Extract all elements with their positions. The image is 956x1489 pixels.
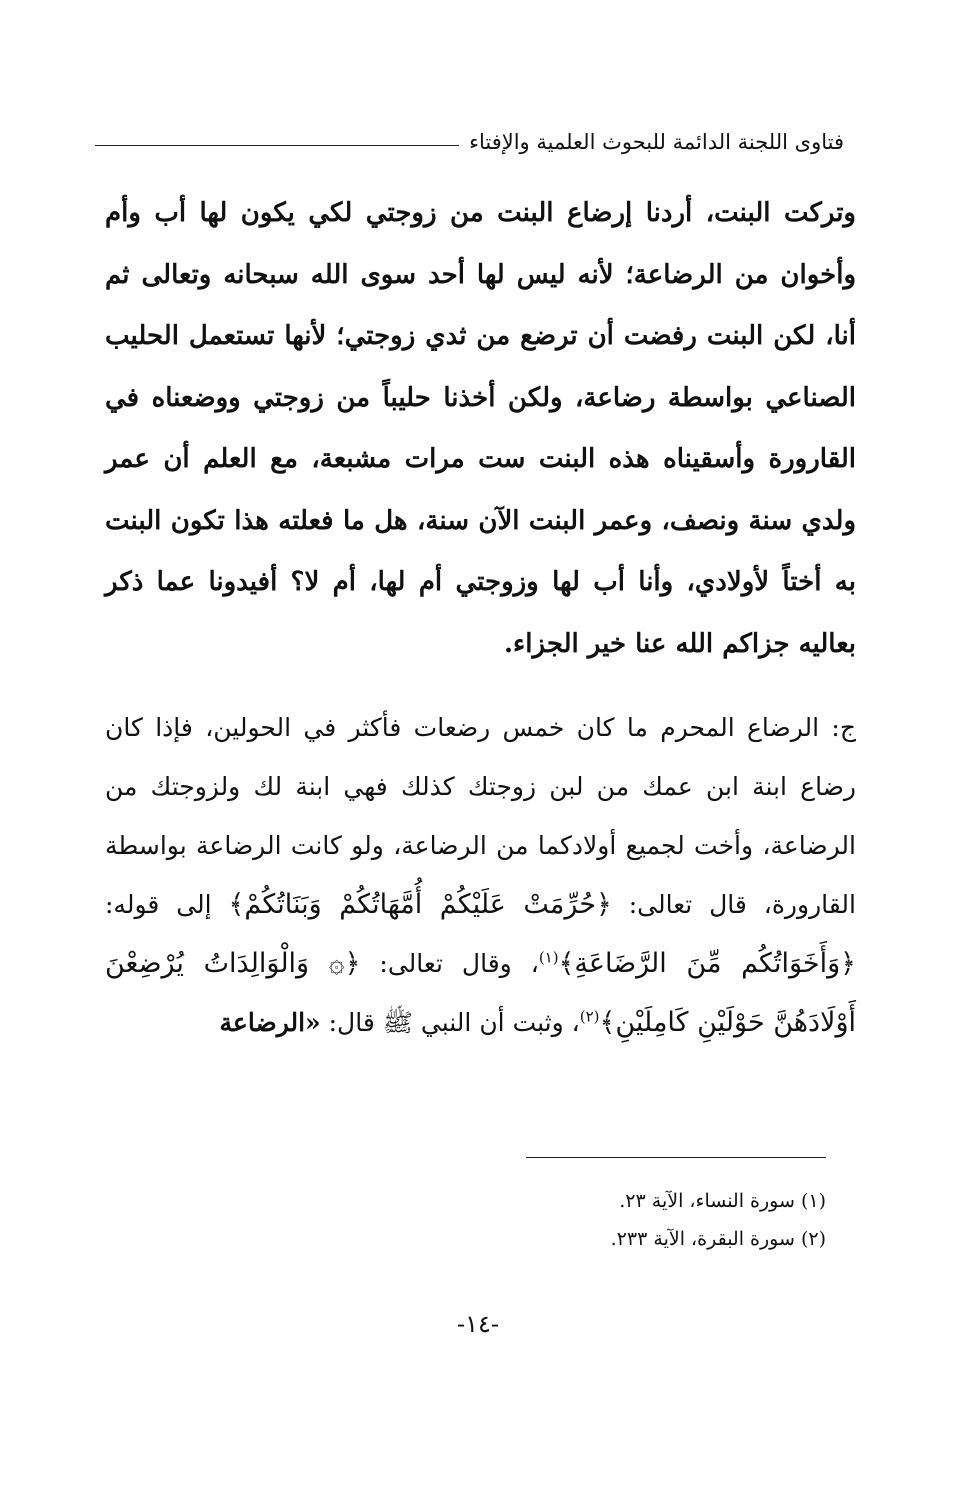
answer-text	[105, 698, 856, 1052]
question-text: وتركت البنت، أردنا إرضاع البنت من زوجتي لكي يكون لها أب وأم وأخوان من الرضاعة؛ لأنه ليس لها أحد سوى الله سبحانه وتعالى ثم أنا، لكن البنت رفضت أن ترضع من ثدي زوجتي؛ لأنها تستعمل الحليب الصناعي بواسطة رضاعة، ولكن أخذنا حليباً من زوجتي ووضعناه في القارورة وأسقيناه هذه البنت ست مرات مشبعة، مع العلم أن عمر ولدي سنة ونصف، وعمر البنت الآن سنة، هل ما فعلته هذا تكون البنت به أختاً لأولادي، وأنا أب لها وزوجتي أم لها، أم لا؟ أفيدونا عما ذكر بعاليه جزاكم الله عنا خير الجزاء.	[105, 198, 856, 659]
footnote-1: (١) سورة النساء، الآية ٢٣.	[619, 1190, 826, 1212]
page-number: -١٤-	[457, 1310, 499, 1338]
footnote-rule	[526, 1157, 826, 1158]
answer-part-2: إلى قوله:	[105, 890, 229, 919]
quran-quote-1: ﴿حُرِّمَتْ عَلَيْكُمْ أُمَّهَاتُكُمْ وَبَنَاتُكُمْ﴾	[228, 889, 612, 920]
header-title: فتاوى اللجنة الدائمة للبحوث العلمية والإفتاء	[469, 130, 844, 154]
quran-quote-3: ﴿۞ وَالْوَالِدَاتُ يُرْضِعْنَ أَوْلَادَهُنَّ حَوْلَيْنِ كَامِلَيْنِ﴾	[105, 948, 856, 1038]
footnote-ref-1: (١)	[538, 948, 559, 967]
hadith-start: «الرضاعة	[219, 1008, 321, 1037]
running-header	[95, 122, 844, 162]
quran-quote-2: ﴿وَأَخَوَاتُكُم مِّنَ الرَّضَاعَةِ﴾	[558, 948, 856, 979]
answer-part-3: ، وقال تعالى:	[360, 949, 539, 978]
answer-part-4: ، وثبت أن النبي ﷺ قال:	[320, 1008, 580, 1037]
footnote-2: (٢) سورة البقرة، الآية ٢٣٣.	[610, 1228, 826, 1250]
answer-part-1: ج: الرضاع المحرم ما كان خمس رضعات فأكثر في الحولين، فإذا كان رضاع ابنة ابن عمك من لبن زوجتك كذلك فهي ابنة لك ولزوجتك من الرضاعة، وأخت لجميع أولادكما من الرضاعة، ولو كانت الرضاعة بواسطة القارورة، قال تعالى:	[105, 713, 856, 919]
header-rule	[95, 145, 459, 146]
footnotes	[130, 1182, 826, 1258]
footnote-ref-2: (٢)	[579, 1007, 600, 1026]
